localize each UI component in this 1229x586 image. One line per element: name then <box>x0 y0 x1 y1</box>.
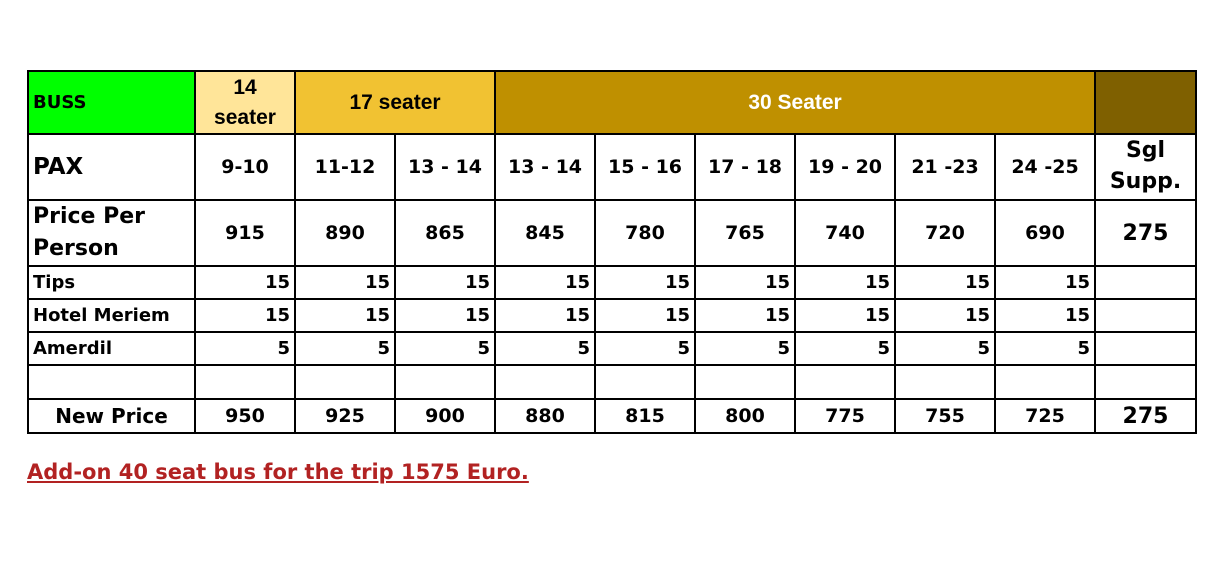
pax-value: 11-12 <box>295 134 395 200</box>
tips-label: Tips <box>28 266 195 299</box>
price-value: 740 <box>795 200 895 266</box>
hotel-value: 15 <box>595 299 695 332</box>
tips-value: 15 <box>695 266 795 299</box>
price-row <box>28 200 1196 266</box>
new-price-value: 950 <box>195 399 295 433</box>
new-price-label: New Price <box>28 399 195 433</box>
amerdil-row <box>28 332 1196 365</box>
price-value: 720 <box>895 200 995 266</box>
pax-label: PAX <box>28 134 195 200</box>
empty-cell <box>595 365 695 399</box>
hotel-value: 15 <box>295 299 395 332</box>
empty-cell <box>1095 299 1196 332</box>
hotel-value: 15 <box>395 299 495 332</box>
seater-14-header: 14 seater <box>195 71 295 134</box>
new-price-value: 900 <box>395 399 495 433</box>
amerdil-value: 5 <box>295 332 395 365</box>
amerdil-label: Amerdil <box>28 332 195 365</box>
empty-cell <box>1095 266 1196 299</box>
empty-cell <box>195 365 295 399</box>
empty-cell <box>895 365 995 399</box>
seater-17-header: 17 seater <box>295 71 495 134</box>
empty-cell <box>395 365 495 399</box>
hotel-value: 15 <box>895 299 995 332</box>
tips-value: 15 <box>195 266 295 299</box>
bus-header-row <box>28 71 1196 134</box>
tips-value: 15 <box>495 266 595 299</box>
blank-row <box>28 365 1196 399</box>
pax-row <box>28 134 1196 200</box>
price-value: 780 <box>595 200 695 266</box>
supplement-header-fill <box>1095 71 1196 134</box>
empty-cell <box>795 365 895 399</box>
hotel-value: 15 <box>195 299 295 332</box>
hotel-value: 15 <box>495 299 595 332</box>
hotel-label: Hotel Meriem <box>28 299 195 332</box>
empty-cell <box>28 365 195 399</box>
buss-label: BUSS <box>28 71 195 134</box>
price-value: 890 <box>295 200 395 266</box>
amerdil-value: 5 <box>595 332 695 365</box>
empty-cell <box>1095 365 1196 399</box>
hotel-row <box>28 299 1196 332</box>
tips-row <box>28 266 1196 299</box>
new-price-value: 755 <box>895 399 995 433</box>
empty-cell <box>995 365 1095 399</box>
pax-value: 24 -25 <box>995 134 1095 200</box>
price-value: 865 <box>395 200 495 266</box>
amerdil-value: 5 <box>795 332 895 365</box>
price-table <box>27 70 1197 434</box>
amerdil-value: 5 <box>395 332 495 365</box>
hotel-value: 15 <box>995 299 1095 332</box>
price-value: 690 <box>995 200 1095 266</box>
empty-cell <box>295 365 395 399</box>
new-price-value: 775 <box>795 399 895 433</box>
tips-value: 15 <box>595 266 695 299</box>
amerdil-value: 5 <box>695 332 795 365</box>
hotel-value: 15 <box>795 299 895 332</box>
new-price-row <box>28 399 1196 433</box>
price-value: 765 <box>695 200 795 266</box>
new-price-value: 880 <box>495 399 595 433</box>
amerdil-value: 5 <box>995 332 1095 365</box>
pax-value: 13 - 14 <box>495 134 595 200</box>
addon-note: Add-on 40 seat bus for the trip 1575 Euro. <box>27 460 529 484</box>
sgl-supp-label: Sgl Supp. <box>1095 134 1196 200</box>
empty-cell <box>495 365 595 399</box>
new-price-value: 815 <box>595 399 695 433</box>
new-price-value: 725 <box>995 399 1095 433</box>
tips-value: 15 <box>995 266 1095 299</box>
pax-value: 15 - 16 <box>595 134 695 200</box>
pax-value: 21 -23 <box>895 134 995 200</box>
empty-cell <box>695 365 795 399</box>
new-price-sgl-supp: 275 <box>1095 399 1196 433</box>
amerdil-value: 5 <box>495 332 595 365</box>
pax-value: 9-10 <box>195 134 295 200</box>
pax-value: 13 - 14 <box>395 134 495 200</box>
price-value: 845 <box>495 200 595 266</box>
pax-value: 19 - 20 <box>795 134 895 200</box>
price-value: 915 <box>195 200 295 266</box>
hotel-value: 15 <box>695 299 795 332</box>
new-price-value: 800 <box>695 399 795 433</box>
amerdil-value: 5 <box>895 332 995 365</box>
tips-value: 15 <box>395 266 495 299</box>
tips-value: 15 <box>895 266 995 299</box>
amerdil-value: 5 <box>195 332 295 365</box>
seater-30-header: 30 Seater <box>495 71 1095 134</box>
pax-value: 17 - 18 <box>695 134 795 200</box>
new-price-value: 925 <box>295 399 395 433</box>
tips-value: 15 <box>295 266 395 299</box>
tips-value: 15 <box>795 266 895 299</box>
empty-cell <box>1095 332 1196 365</box>
price-sgl-supp: 275 <box>1095 200 1196 266</box>
price-label: Price Per Person <box>28 200 195 266</box>
